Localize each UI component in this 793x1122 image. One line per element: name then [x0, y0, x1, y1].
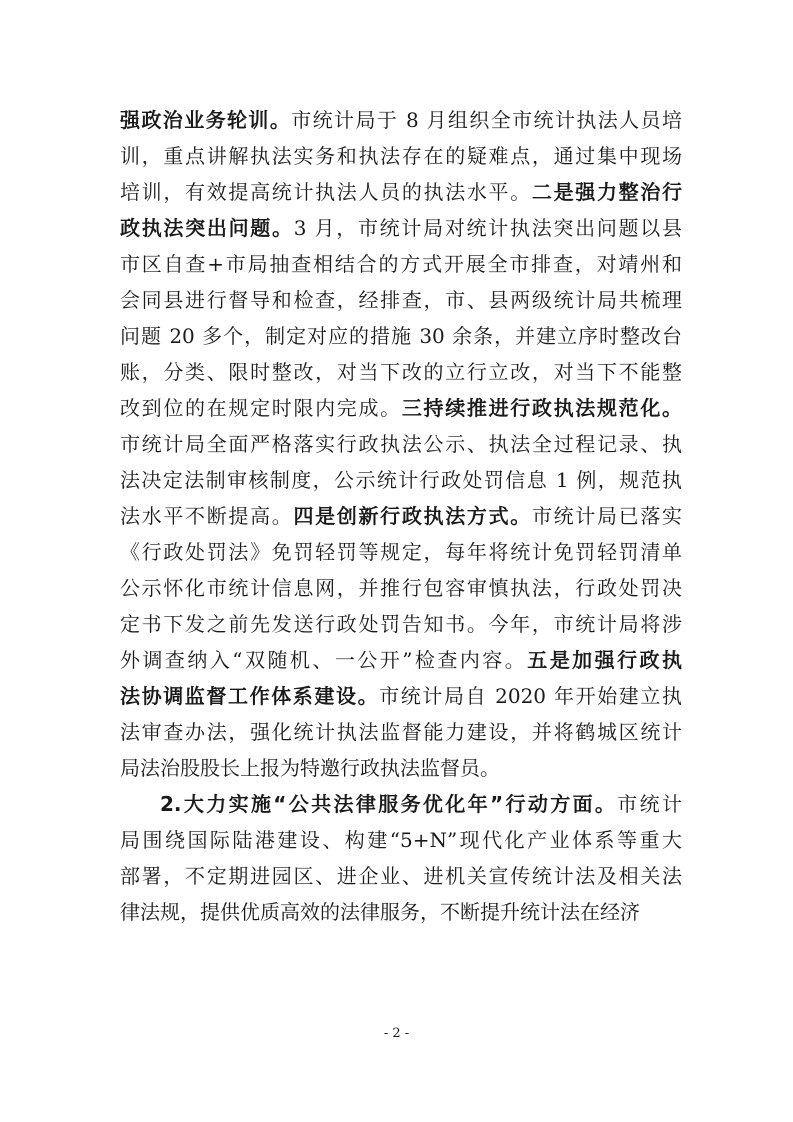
text-line — [120, 786, 682, 822]
bold-text-segment: 法协调监督工作体系建设。 — [120, 684, 380, 708]
text-segment: 公示怀化市统计信息网，并推行包容审慎执法，行政处罚决 — [120, 576, 682, 600]
text-line — [120, 282, 682, 318]
text-line — [120, 822, 682, 858]
text-segment: 市统计局于 8 月组织全市统计执法人员培 — [291, 108, 682, 132]
text-segment: 法决定法制审核制度，公示统计行政处罚信息 1 例，规范执 — [120, 468, 682, 492]
text-segment: 外调查纳入“双随机、一公开”检查内容。 — [120, 648, 528, 672]
text-line — [120, 426, 682, 462]
text-line — [120, 534, 682, 570]
text-segment: 训，重点讲解执法实务和执法存在的疑难点，通过集中现场 — [120, 144, 682, 168]
text-segment: 培训，有效提高统计执法人员的执法水平。 — [120, 180, 532, 204]
text-segment: 局围绕国际陆港建设、构建“5+N”现代化产业体系等重大 — [120, 828, 682, 852]
text-segment: 改到位的在规定时限内完成。 — [120, 396, 402, 420]
bold-text-segment: 四是创新行政执法方式。 — [293, 504, 532, 528]
bold-text-segment: 强政治业务轮训。 — [120, 108, 292, 132]
text-segment: 会同县进行督导和检查，经排查，市、县两级统计局共梳理 — [120, 288, 682, 312]
text-line — [120, 714, 682, 750]
text-segment: 市统计局全面严格落实行政执法公示、执法全过程记录、执 — [120, 432, 682, 456]
bold-text-segment: 政执法突出问题。 — [120, 216, 294, 240]
text-line — [120, 318, 682, 354]
text-line — [120, 210, 682, 246]
text-line — [120, 462, 682, 498]
text-segment: 市区自查+市局抽查相结合的方式开展全市排查，对靖州和 — [120, 252, 682, 276]
text-segment: 法水平不断提高。 — [120, 504, 294, 528]
text-segment: 问题 20 多个，制定对应的措施 30 余条，并建立序时整改台 — [120, 324, 682, 348]
text-line — [120, 390, 682, 426]
text-segment: 律法规，提供优质高效的法律服务，不断提升统计法在经济 — [120, 900, 640, 924]
text-segment: 部署，不定期进园区、进企业、进机关宣传统计法及相关法 — [120, 864, 682, 888]
bold-text-segment: 五是加强行政执 — [527, 648, 682, 672]
paragraph-2 — [120, 786, 682, 930]
text-segment: 3 月，市统计局对统计执法突出问题以县 — [293, 216, 682, 240]
bold-text-segment: 2.大力实施“公共法律服务优化年”行动方面。 — [160, 792, 618, 816]
bold-text-segment: 二是强力整治行 — [531, 180, 682, 204]
bold-text-segment: 三持续推进行政执法规范化。 — [401, 396, 682, 420]
text-line — [120, 246, 682, 282]
text-segment: 《行政处罚法》免罚轻罚等规定，每年将统计免罚轻罚清单 — [120, 540, 682, 564]
text-segment: 市统计 — [617, 792, 682, 816]
text-line — [120, 750, 682, 786]
text-segment: 局法治股股长上报为特邀行政执法监督员。 — [120, 756, 500, 780]
text-line — [120, 174, 682, 210]
text-line — [120, 354, 682, 390]
text-line — [120, 102, 682, 138]
text-segment: 法审查办法，强化统计执法监督能力建设，并将鹤城区统计 — [120, 720, 682, 744]
text-segment: 账，分类、限时整改，对当下改的立行立改，对当下不能整 — [120, 360, 682, 384]
text-line — [120, 894, 682, 930]
text-line — [120, 858, 682, 894]
text-line — [120, 678, 682, 714]
text-segment: 市统计局自 2020 年开始建立执 — [379, 684, 682, 708]
paragraph-1 — [120, 102, 682, 786]
text-segment: 定书下发之前先发送行政处罚告知书。今年，市统计局将涉 — [120, 612, 682, 636]
text-line — [120, 498, 682, 534]
text-line — [120, 570, 682, 606]
body-text — [120, 102, 682, 930]
text-segment: 市统计局已落实 — [531, 504, 682, 528]
page-number: - 2 - — [383, 1026, 410, 1041]
text-line — [120, 606, 682, 642]
text-line — [120, 642, 682, 678]
text-line — [120, 138, 682, 174]
